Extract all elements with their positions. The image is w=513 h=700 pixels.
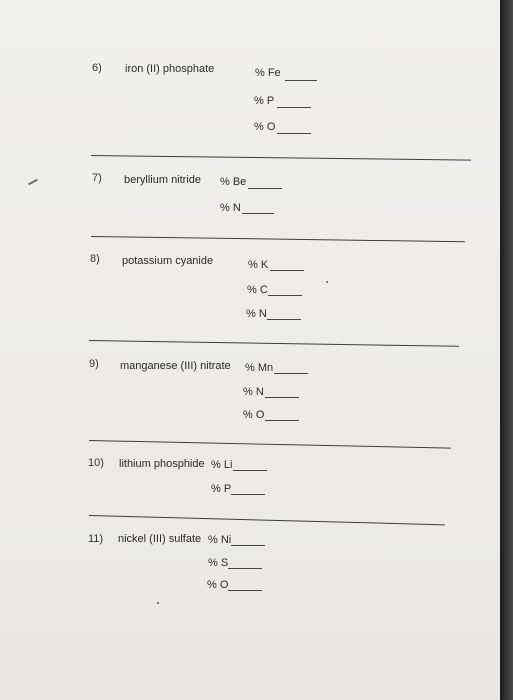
problem-number: 7) <box>92 172 102 184</box>
answer-blank[interactable] <box>248 188 282 189</box>
section-divider <box>91 236 465 242</box>
section-divider <box>91 155 471 161</box>
element-label: % O <box>254 121 276 133</box>
answer-blank[interactable] <box>277 107 311 108</box>
answer-blank[interactable] <box>265 420 299 421</box>
compound-name: nickel (III) sulfate <box>118 533 202 545</box>
answer-blank[interactable] <box>265 397 299 398</box>
compound-name: iron (II) phosphate <box>125 63 215 75</box>
section-divider <box>89 340 459 347</box>
element-label: % Ni <box>208 534 232 546</box>
element-label: % Li <box>211 459 233 471</box>
answer-blank[interactable] <box>285 80 317 81</box>
answer-blank[interactable] <box>268 295 302 296</box>
element-label: % O <box>207 579 229 591</box>
speck <box>326 281 328 283</box>
answer-blank[interactable] <box>274 373 308 374</box>
problem-number: 9) <box>89 358 99 370</box>
answer-blank[interactable] <box>228 568 262 569</box>
element-label: % K <box>248 259 269 271</box>
compound-name: manganese (III) nitrate <box>120 360 231 372</box>
speck <box>157 602 159 604</box>
answer-blank[interactable] <box>228 590 262 591</box>
compound-name: lithium phosphide <box>119 458 205 470</box>
element-label: % N <box>220 202 241 214</box>
problem-number: 8) <box>90 253 100 265</box>
element-label: % Mn <box>245 362 274 374</box>
answer-blank[interactable] <box>270 270 304 271</box>
element-label: % P <box>211 483 232 495</box>
element-label: % Be <box>220 176 247 188</box>
element-label: % N <box>243 386 264 398</box>
answer-blank[interactable] <box>231 545 265 546</box>
compound-name: beryllium nitride <box>124 174 202 186</box>
background-edge <box>500 0 513 700</box>
element-label: % N <box>246 308 267 320</box>
section-divider <box>89 440 451 449</box>
element-label: % C <box>247 284 268 296</box>
answer-blank[interactable] <box>267 319 301 320</box>
element-label: % P <box>254 95 275 107</box>
answer-blank[interactable] <box>233 470 267 471</box>
answer-blank[interactable] <box>231 494 265 495</box>
element-label: % S <box>208 557 229 569</box>
element-label: % O <box>243 409 265 421</box>
element-label: % Fe <box>255 67 281 79</box>
problem-number: 6) <box>92 62 102 74</box>
answer-blank[interactable] <box>277 133 311 134</box>
problem-number: 10) <box>88 457 104 469</box>
section-divider <box>89 515 445 525</box>
compound-name: potassium cyanide <box>122 255 214 267</box>
problem-number: 11) <box>88 533 104 545</box>
pen-mark <box>28 179 38 185</box>
answer-blank[interactable] <box>242 213 274 214</box>
